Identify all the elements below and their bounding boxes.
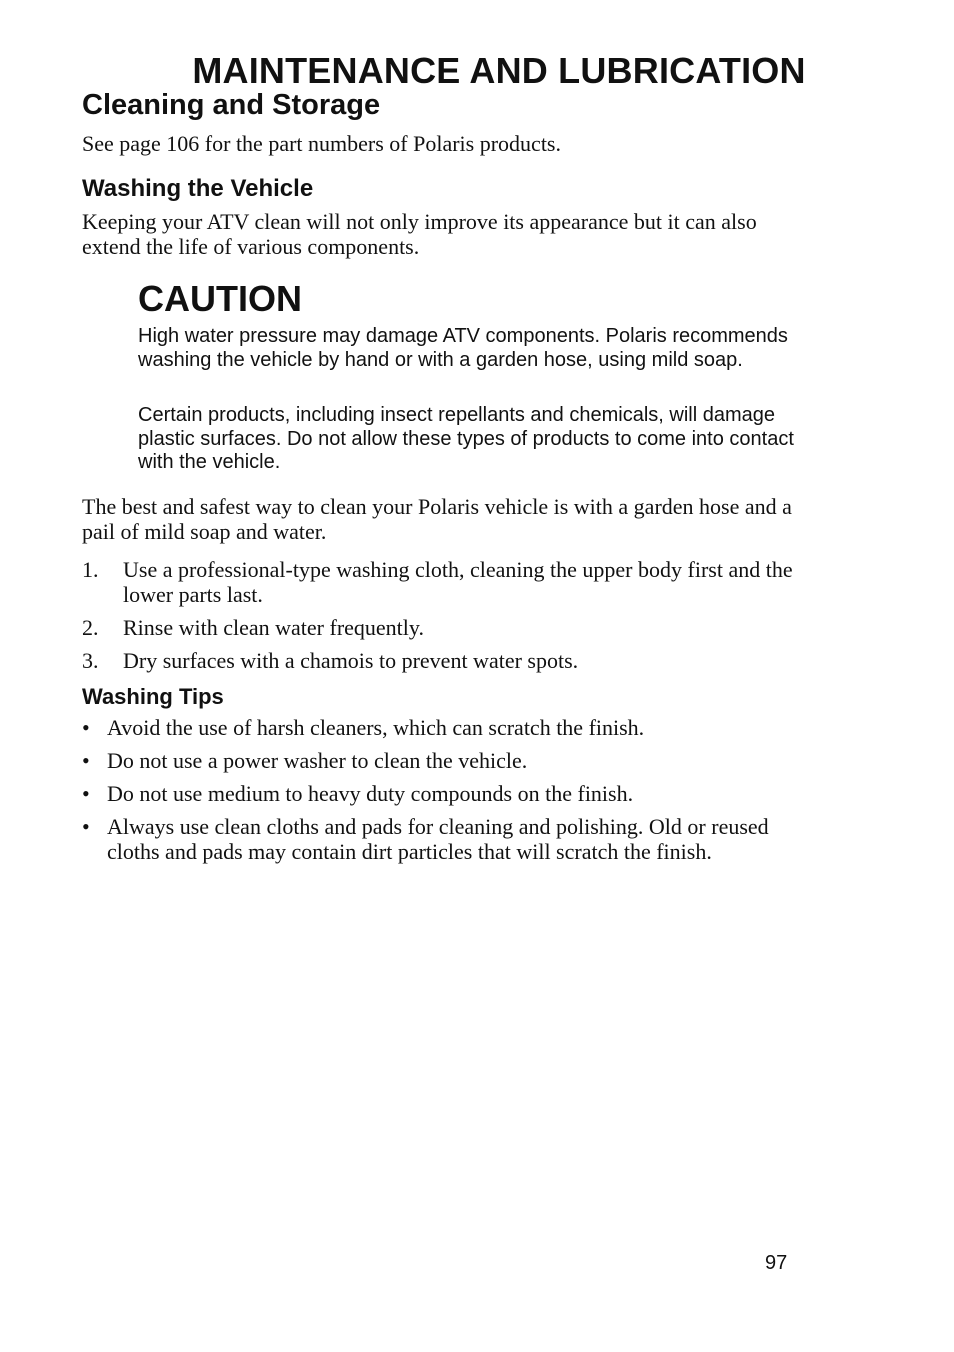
list-item: [82, 814, 802, 864]
list-item: [82, 781, 802, 806]
bullet-glyph: •: [82, 781, 90, 806]
intro-text: See page 106 for the part numbers of Polaris products.: [82, 131, 561, 156]
tip-text: Always use clean cloths and pads for cleaning and polishing. Old or reused cloths and pads may contain dirt particles that will scratch the finish.: [107, 814, 769, 864]
bullet-glyph: •: [82, 715, 90, 740]
washing-heading: Washing the Vehicle: [82, 175, 314, 202]
bullet-glyph: •: [82, 814, 90, 839]
caution-paragraph: Certain products, including insect repellants and chemicals, will damage plastic surfaces. Do not allow these types of products to come into contact with the vehicle.: [138, 404, 794, 473]
page-number: 97: [765, 1252, 788, 1274]
step-number: 1.: [82, 557, 99, 582]
step-text: Dry surfaces with a chamois to prevent water spots.: [123, 648, 579, 673]
washing-paragraph: Keeping your ATV clean will not only improve its appearance but it can also extend the life of various components.: [82, 209, 757, 259]
tip-text: Avoid the use of harsh cleaners, which can scratch the finish.: [107, 715, 645, 740]
list-item: [82, 557, 802, 607]
step-text: Use a professional-type washing cloth, cleaning the upper body first and the lower parts last.: [123, 557, 793, 607]
list-item: [82, 615, 802, 640]
list-item: [82, 748, 802, 773]
tips-heading: Washing Tips: [82, 684, 224, 709]
caution-label: CAUTION: [138, 278, 302, 319]
step-text: Rinse with clean water frequently.: [123, 615, 424, 640]
list-item: [82, 648, 802, 673]
step-number: 3.: [82, 648, 99, 673]
tip-text: Do not use medium to heavy duty compounds on the finish.: [107, 781, 634, 806]
caution-paragraph: High water pressure may damage ATV components. Polaris recommends washing the vehicle by hand or with a garden hose, using mild soap.: [138, 325, 788, 371]
section-title: MAINTENANCE AND LUBRICATION: [192, 50, 806, 91]
best-way-paragraph: The best and safest way to clean your Polaris vehicle is with a garden hose and a pail of mild soap and water.: [82, 494, 792, 544]
list-item: [82, 715, 802, 740]
tip-text: Do not use a power washer to clean the vehicle.: [107, 748, 528, 773]
subsection-title: Cleaning and Storage: [82, 89, 381, 121]
bullet-glyph: •: [82, 748, 90, 773]
step-number: 2.: [82, 615, 99, 640]
